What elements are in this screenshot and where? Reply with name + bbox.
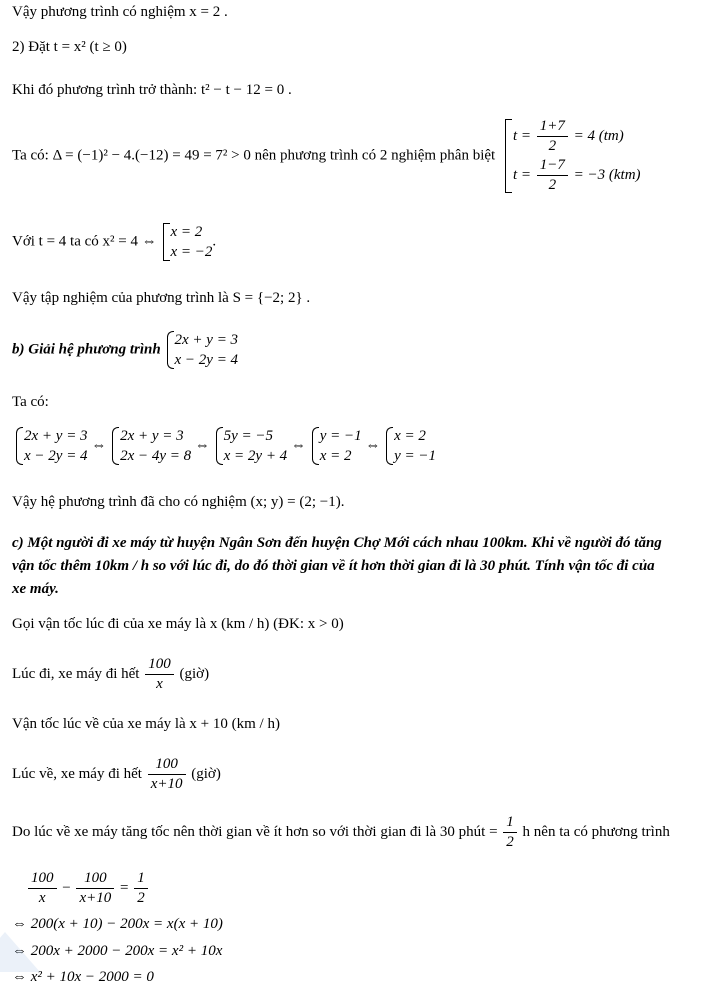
equation-step-3: ⇔ 200x + 2000 − 200x = x² + 10x bbox=[12, 943, 223, 959]
heading-part-c-1: c) Một người đi xe máy từ huyện Ngân Sơn đến huyện Chợ Mới cách nhau 100km. Khi về người đó tăng bbox=[12, 535, 662, 551]
root-fraction-2: $\frac{1-7}{2}$ bbox=[537, 157, 568, 194]
heading-part-c-2: vận tốc thêm 10km / h so với lúc đi, do đó thời gian về ít hơn thời gian đi là 30 phút. Tính vận tốc đi của bbox=[12, 558, 655, 574]
line-return-speed: Vận tốc lúc về của xe máy là x + 10 (km / h) bbox=[12, 716, 280, 732]
x-solutions-system: x = 2 x = −2 bbox=[161, 222, 213, 262]
half-hour-fraction: $\frac{1}{2}$ bbox=[503, 814, 517, 851]
system-step-4: y = −1 x = 2 bbox=[310, 426, 362, 466]
heading-part-b: b) Giải hệ phương trình 2x + y = 3 x − 2y = 4 bbox=[12, 332, 239, 368]
corner-watermark bbox=[0, 922, 50, 982]
line-time-return: Lúc về, xe máy đi hết $\frac{100}{x+10}$ (giờ) bbox=[12, 756, 221, 792]
time-return-fraction: $\frac{100}{x+10}$ bbox=[148, 756, 186, 793]
given-system: 2x + y = 3 x − 2y = 4 bbox=[165, 330, 239, 370]
line-ta-co: Ta có: bbox=[12, 394, 49, 410]
line-speed-definition: Gọi vận tốc lúc đi của xe máy là x (km / h) (ĐK: x > 0) bbox=[12, 616, 344, 632]
line-t-equals-4: Với t = 4 ta có x² = 4 ⇔ x = 2 x = −2 . bbox=[12, 224, 217, 260]
equiv-symbol: ⇔ bbox=[194, 437, 210, 454]
line-system-solution: Vậy hệ phương trình đã cho có nghiệm (x; y) = (2; −1). bbox=[12, 494, 345, 510]
equation-fractions: $\frac{100}{x}$ − $\frac{100}{x+10}$ = $\frac{1}{2}$ bbox=[26, 870, 150, 907]
equation-step-2: ⇔ 200(x + 10) − 200x = x(x + 10) bbox=[12, 916, 223, 932]
system-step-1: 2x + y = 3 x − 2y = 4 bbox=[14, 426, 88, 466]
fraction-one-half: $\frac{1}{2}$ bbox=[134, 870, 148, 907]
line-new-equation: Khi đó phương trình trở thành: t² − t − 12 = 0 . bbox=[12, 82, 292, 98]
heading-part-c-3: xe máy. bbox=[12, 581, 59, 597]
equiv-symbol: ⇔ bbox=[290, 437, 306, 454]
equiv-symbol: ⇔ bbox=[91, 437, 107, 454]
line-time-difference: Do lúc về xe máy tăng tốc nên thời gian về ít hơn so với thời gian đi là 30 phút = $\frac{1}{2}$ h nên ta có phương trình bbox=[12, 814, 670, 850]
roots-system bbox=[503, 118, 641, 194]
time-going-fraction: $\frac{100}{x}$ bbox=[145, 656, 174, 693]
system-step-3: 5y = −5 x = 2y + 4 bbox=[214, 426, 288, 466]
line-substitution: 2) Đặt t = x² (t ≥ 0) bbox=[12, 39, 127, 55]
fraction-100-over-x: $\frac{100}{x}$ bbox=[28, 870, 57, 907]
equiv-symbol: ⇔ bbox=[365, 437, 381, 454]
system-step-2: 2x + y = 3 2x − 4y = 8 bbox=[110, 426, 191, 466]
discriminant-text: Ta có: Δ = (−1)² − 4.(−12) = 49 = 7² > 0 nên phương trình có 2 nghiệm phân biệt bbox=[12, 147, 496, 164]
fraction-100-over-x-plus-10: $\frac{100}{x+10}$ bbox=[76, 870, 114, 907]
system-step-5: x = 2 y = −1 bbox=[384, 426, 436, 466]
root-row-2: t = $\frac{1-7}{2}$ = −3 (ktm) bbox=[512, 157, 641, 193]
line-time-going: Lúc đi, xe máy đi hết $\frac{100}{x}$ (giờ) bbox=[12, 656, 210, 692]
equation-step-4: ⇔ x² + 10x − 2000 = 0 bbox=[12, 969, 154, 985]
root-row-1: t = $\frac{1+7}{2}$ = 4 (tm) bbox=[512, 118, 624, 154]
line-solution-set: Vậy tập nghiệm của phương trình là S = {−2; 2} . bbox=[12, 290, 311, 306]
system-chain bbox=[14, 426, 436, 466]
line-discriminant bbox=[12, 118, 641, 194]
root-fraction-1: $\frac{1+7}{2}$ bbox=[537, 118, 568, 155]
line-conclusion-x: Vậy phương trình có nghiệm x = 2 . bbox=[12, 4, 228, 20]
